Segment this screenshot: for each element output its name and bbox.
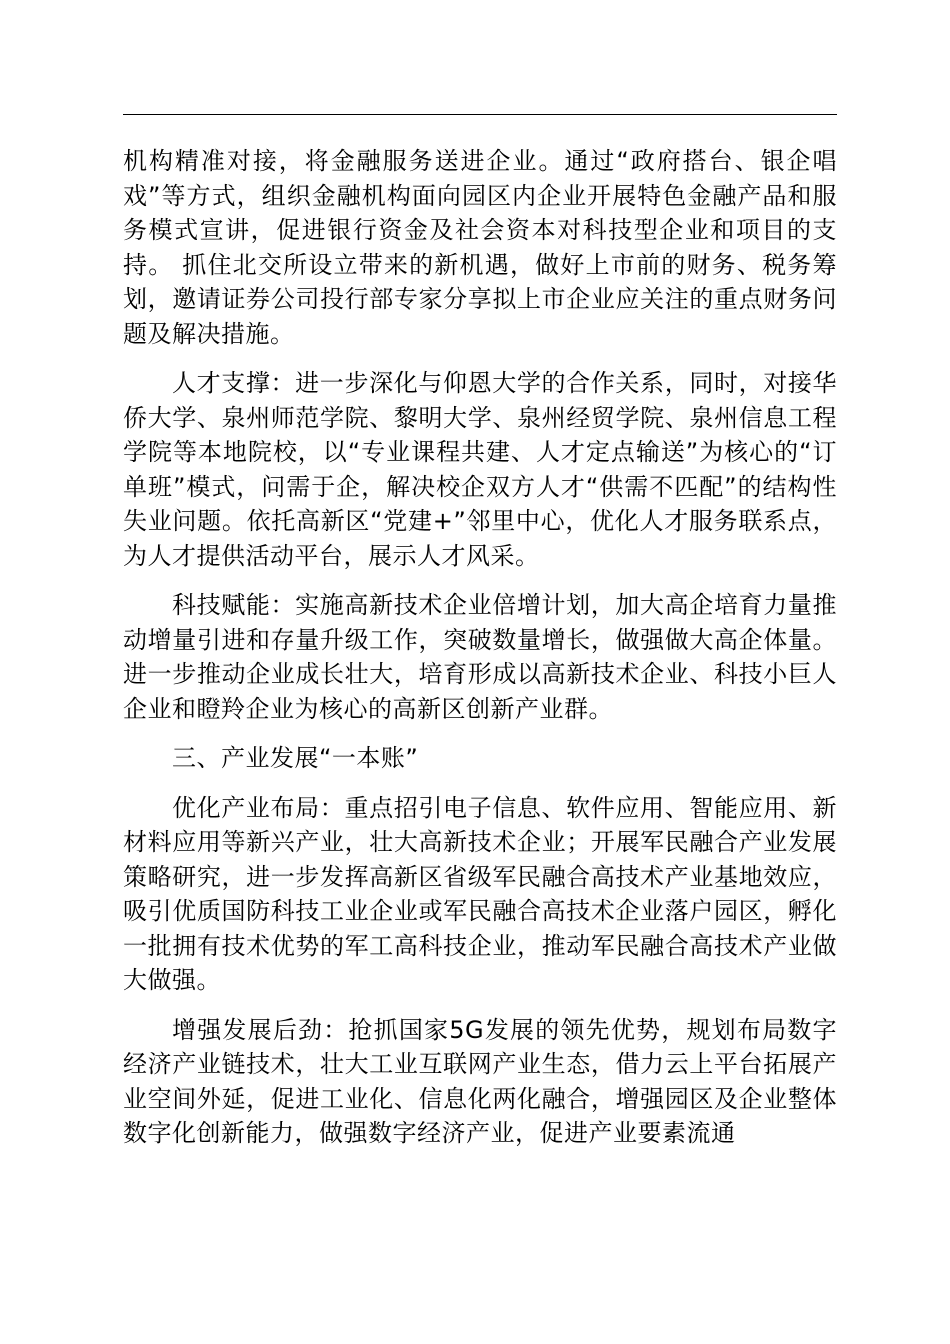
section-heading: 三、产业发展“一本账” [172, 744, 419, 772]
paragraph-industry-layout: 优化产业布局：重点招引电子信息、软件应用、智能应用、新材料应用等新兴产业，壮大高新技术企业；开展军民融合产业发展策略研究，进一步发挥高新区省级军民融合高技术产业基地效应，吸引优质国防科技工业企业或军民融合高技术企业落户园区，孵化一批拥有技术优势的军工高科技企业，推动军民融合高技术产业做大做强。 [123, 793, 837, 994]
paragraph-talent-support: 人才支撑：进一步深化与仰恩大学的合作关系，同时，对接华侨大学、泉州师范学院、黎明大学、泉州经贸学院、泉州信息工程学院等本地院校，以“专业课程共建、人才定点输送”为核心的“订单班”模式，问需于企，解决校企双方人才“供需不匹配”的结构性失业问题。依托高新区“党建+”邻里中心，优化人才服务联系点，为人才提供活动平台，展示人才风采。 [123, 369, 837, 570]
paragraph-development-momentum: 增强发展后劲：抢抓国家5G发展的领先优势，规划布局数字经济产业链技术，壮大工业互联网产业生态，借力云上平台拓展产业空间外延，促进工业化、信息化两化融合，增强园区及企业整体数字化创新能力，做强数字经济产业，促进产业要素流通 [123, 1015, 837, 1147]
paragraph-tech-empowerment: 科技赋能：实施高新技术企业倍增计划，加大高企培育力量推动增量引进和存量升级工作，突破数量增长，做强做大高企体量。进一步推动企业成长壮大，培育形成以高新技术企业、科技小巨人企业和瞪羚企业为核心的高新区创新产业群。 [123, 591, 837, 723]
document-body [123, 144, 837, 1166]
paragraph-finance-continued: 机构精准对接，将金融服务送进企业。通过“政府搭台、银企唱戏”等方式，组织金融机构面向园区内企业开展特色金融产品和服务模式宣讲，促进银行资金及社会资本对科技型企业和项目的支持。 抓住北交所设立带来的新机遇，做好上市前的财务、税务筹划，邀请证券公司投行部专家分享拟上市企业应关注的重点财务问题及解决措施。 [123, 147, 837, 348]
header-rule [123, 114, 837, 115]
